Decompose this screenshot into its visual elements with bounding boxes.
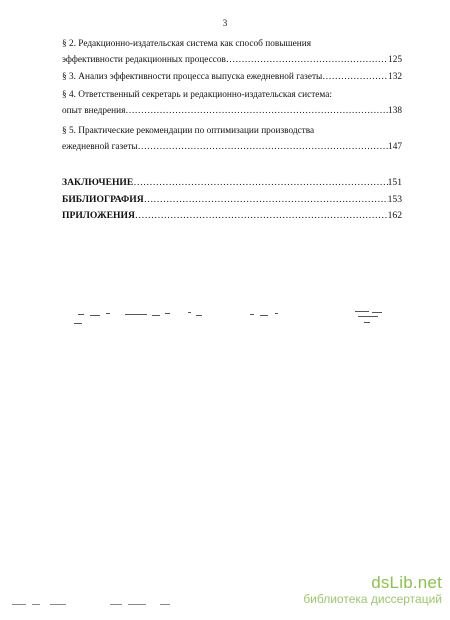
toc-entry [62, 123, 402, 155]
toc-entry-title: § 2. Редакционно-издательская система как способ повышения [62, 39, 311, 49]
toc-entry-page: 138 [388, 106, 402, 116]
chapter-page: 153 [387, 193, 402, 205]
chapter-page: 162 [387, 210, 402, 221]
toc-entry-title: § 4. Ответственный секретарь и редакционно-издательская система: [62, 90, 332, 100]
leader-dots [138, 139, 388, 155]
leader-dots [322, 69, 388, 85]
leader-dots [135, 208, 388, 225]
leader-dots [226, 52, 388, 68]
toc-entry-title-cont: ежедневной газеты [62, 142, 138, 152]
toc-entry [62, 87, 402, 119]
toc-entry-title-cont: опыт внедрения [62, 106, 126, 116]
scan-noise [70, 309, 390, 339]
chapter-entry [62, 208, 402, 225]
watermark [303, 573, 442, 606]
toc-entry [62, 69, 402, 85]
watermark-logo: dsLib.net [371, 573, 442, 592]
leader-dots [133, 175, 387, 192]
chapter-entry [62, 192, 402, 209]
leader-dots [144, 192, 388, 209]
chapter-title: ЗАКЛЮЧЕНИЕ [62, 177, 134, 188]
toc-entry-page: 147 [388, 142, 402, 152]
chapter-entry [62, 175, 402, 192]
watermark-subtitle: библиотека диссертаций [303, 592, 442, 606]
toc-entry-title: § 5. Практические рекомендации по оптимизации производства [62, 126, 315, 136]
leader-dots [125, 103, 388, 119]
toc-entry-page: 125 [388, 55, 402, 65]
scan-noise [10, 598, 210, 610]
toc-entry-title-cont: эффективности редакционных процессов [62, 55, 226, 65]
chapter-list [62, 175, 402, 225]
toc-entry [62, 36, 402, 68]
toc-entry-title: § 3. Анализ эффективности процесса выпуска ежедневной газеты [62, 72, 323, 82]
chapter-title: ПРИЛОЖЕНИЯ [62, 210, 135, 221]
chapter-title: БИБЛИОГРАФИЯ [62, 193, 144, 205]
toc-entry-page: 132 [388, 72, 402, 82]
chapter-page: 151 [387, 177, 402, 188]
page-number: 3 [222, 18, 228, 28]
